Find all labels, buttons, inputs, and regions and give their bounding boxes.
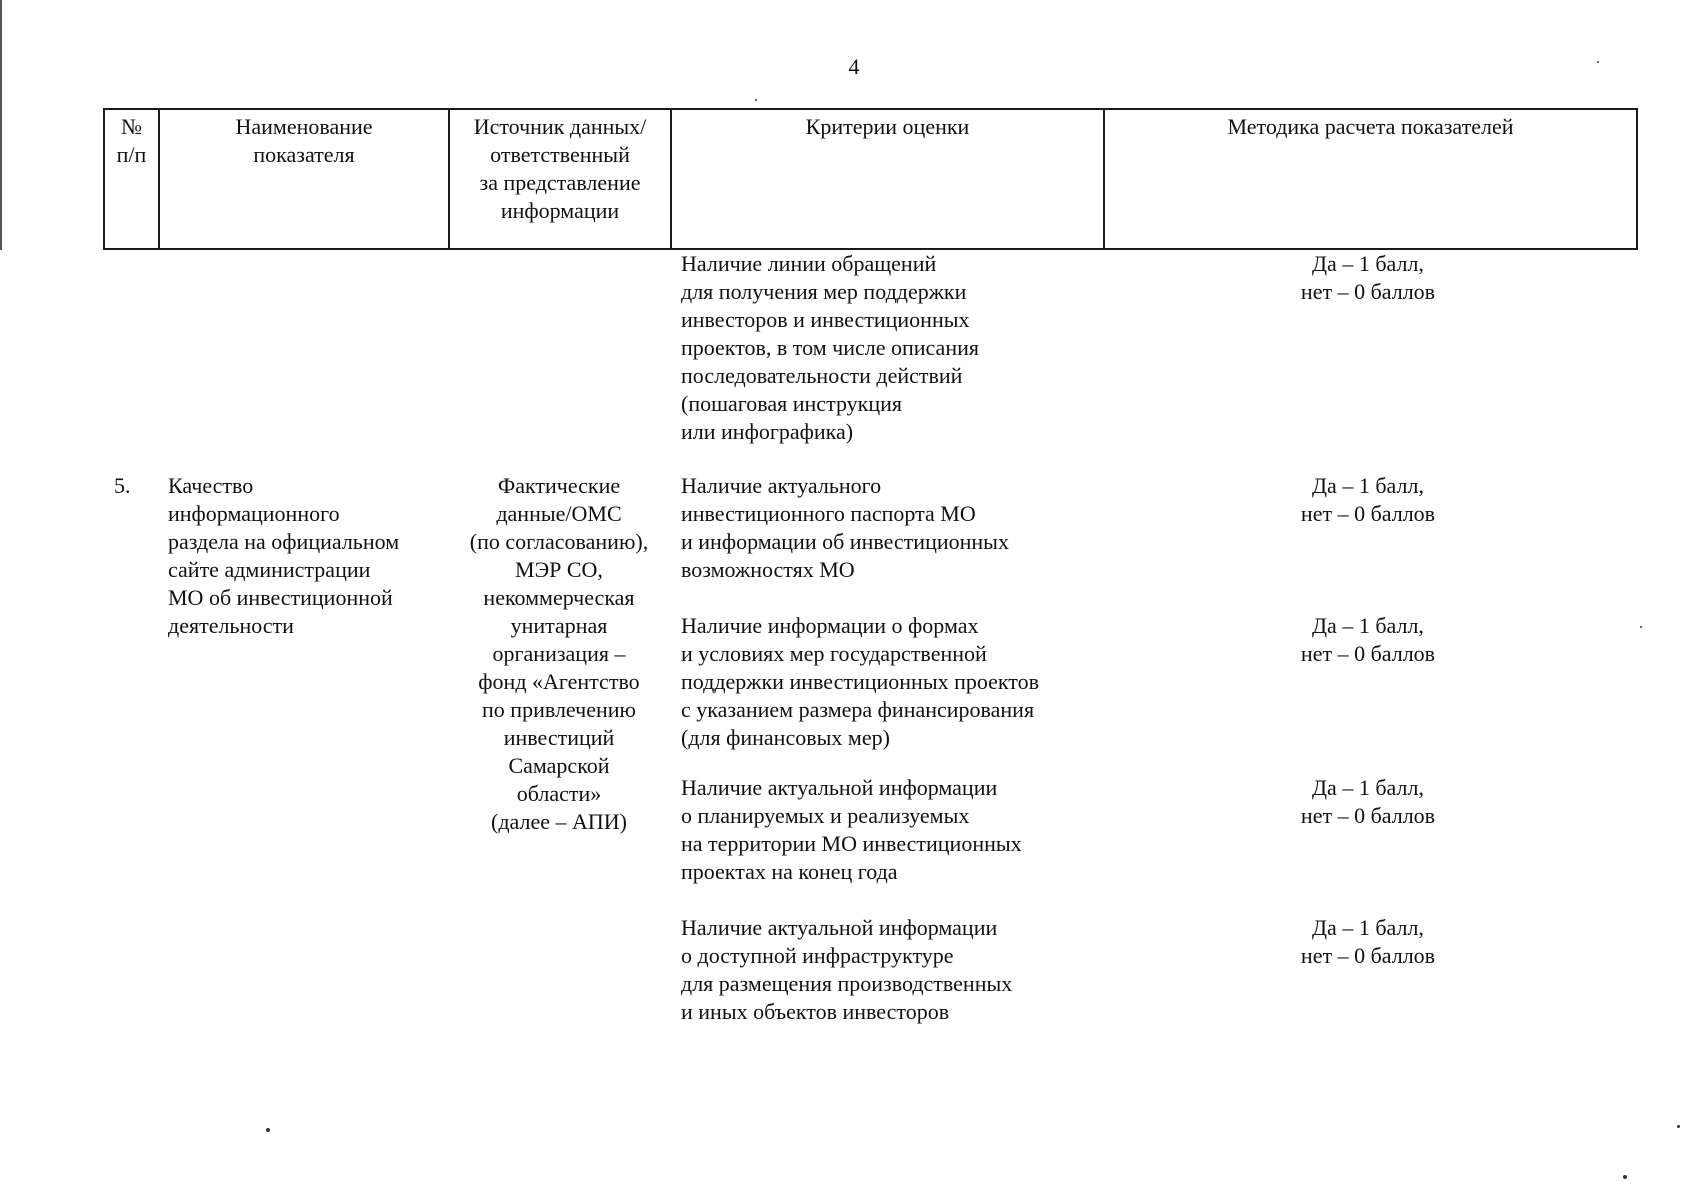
row5-number: 5.	[114, 473, 131, 498]
scan-speck	[266, 1128, 270, 1132]
continuation-score: Да – 1 балл, нет – 0 баллов	[1300, 251, 1436, 304]
row5-data-source: Фактические данные/ОМС (по согласованию), МЭР СО, некоммерческая унитарная организация – фонд «Агентство по привлечению инвестиций Самарской области» (далее – АПИ)	[469, 473, 649, 834]
header-row	[104, 109, 1637, 249]
header-source: Источник данных/ ответственный за представление информации	[449, 109, 671, 249]
header-name: Наименование показателя	[159, 109, 449, 249]
row5-score-2: Да – 1 балл, нет – 0 баллов	[1300, 613, 1436, 666]
scan-speck	[1677, 1125, 1680, 1128]
row5-criterion-1: Наличие актуального инвестиционного паспорта МО и информации об инвестиционных возможностях МО	[681, 473, 1009, 582]
row5-indicator-name: Качество информационного раздела на официальном сайте администрации МО об инвестиционной деятельности	[168, 473, 400, 638]
scan-speck	[755, 99, 757, 101]
table-header	[103, 108, 1638, 250]
page-number: 4	[848, 54, 860, 79]
header-method: Методика расчета показателей	[1104, 109, 1637, 249]
row5-criterion-4: Наличие актуальной информации о доступной инфраструктуре для размещения производственных и иных объектов инвесторов	[681, 915, 1013, 1024]
row5-score-3: Да – 1 балл, нет – 0 баллов	[1300, 775, 1436, 828]
row5-score-1: Да – 1 балл, нет – 0 баллов	[1300, 473, 1436, 526]
scan-edge-line	[0, 0, 2, 250]
scan-speck	[1597, 61, 1599, 63]
row5-criterion-3: Наличие актуальной информации о планируемых и реализуемых на территории МО инвестиционных проектах на конец года	[681, 775, 1022, 884]
header-num: № п/п	[104, 109, 159, 249]
scan-speck	[1623, 1175, 1627, 1179]
continuation-criterion: Наличие линии обращений для получения мер поддержки инвесторов и инвестиционных проектов, в том числе описания последовательности действий (пошаговая инструкция или инфографика)	[681, 251, 979, 444]
row5-criterion-2: Наличие информации о формах и условиях мер государственной поддержки инвестиционных проектов с указанием размера финансирования (для финансовых мер)	[681, 613, 1040, 750]
scan-speck	[1640, 626, 1642, 628]
row5-score-4: Да – 1 балл, нет – 0 баллов	[1300, 915, 1436, 968]
header-criteria: Критерии оценки	[671, 109, 1104, 249]
